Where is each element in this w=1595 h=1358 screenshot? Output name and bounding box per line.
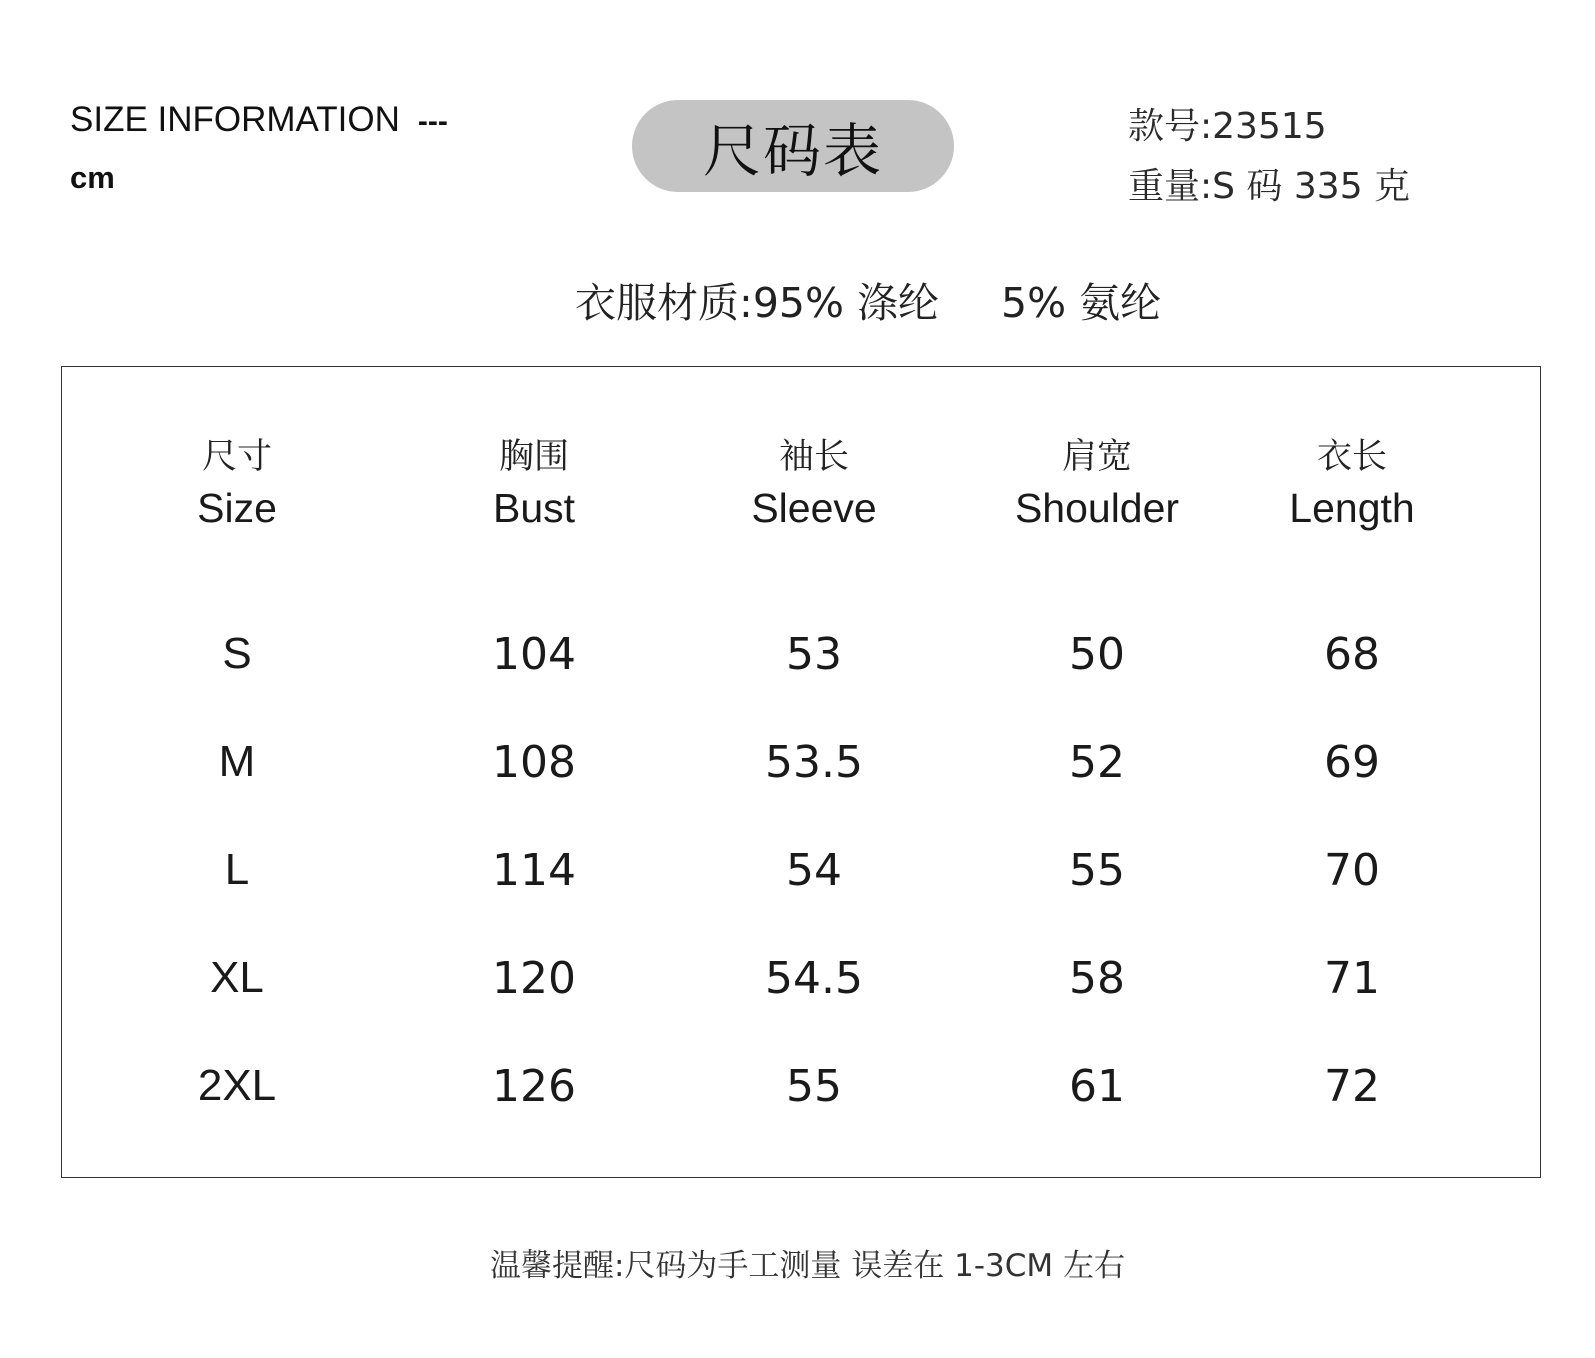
- column-header-cn-size: 尺寸: [201, 437, 273, 477]
- table-cell-size: M: [218, 737, 256, 786]
- table-cell-size: 2XL: [197, 1061, 277, 1110]
- column-header-en-bust: Bust: [492, 485, 576, 531]
- table-cell-bust: 104: [492, 629, 576, 680]
- size-table: [61, 366, 1541, 1178]
- table-cell-shoulder: 58: [1069, 953, 1125, 1004]
- table-cell-shoulder: 52: [1069, 737, 1125, 788]
- table-cell-sleeve: 55: [786, 1061, 842, 1112]
- model-number: [1128, 98, 1327, 149]
- table-cell-sleeve: 53: [786, 629, 842, 680]
- column-header-en-shoulder: Shoulder: [1014, 485, 1180, 531]
- size-information-label: SIZE INFORMATION: [70, 100, 400, 139]
- size-information-heading: [70, 100, 448, 140]
- column-header-en-size: Size: [197, 485, 277, 531]
- table-cell-length: 72: [1324, 1061, 1380, 1112]
- table-cell-size: S: [222, 629, 252, 678]
- column-header-cn-length: 衣长: [1316, 437, 1388, 477]
- table-cell-shoulder: 61: [1069, 1061, 1125, 1112]
- column-header-cn-bust: 胸围: [498, 437, 570, 477]
- material-label: 衣服材质:: [575, 279, 753, 327]
- table-cell-bust: 108: [492, 737, 576, 788]
- table-cell-shoulder: 55: [1069, 845, 1125, 896]
- table-cell-bust: 114: [492, 845, 576, 896]
- measurement-note: 温馨提醒:尺码为手工测量 误差在 1-3CM 左右: [489, 1248, 1126, 1284]
- table-cell-bust: 120: [492, 953, 576, 1004]
- material-part-2: 5% 氨纶: [1001, 279, 1162, 327]
- material-line: [575, 270, 1161, 329]
- table-cell-sleeve: 54: [786, 845, 842, 896]
- table-cell-length: 69: [1324, 737, 1380, 788]
- column-header-en-sleeve: Sleeve: [751, 485, 877, 531]
- table-cell-size: L: [224, 845, 250, 894]
- weight-value: S 码 335 克: [1212, 166, 1411, 207]
- unit-label: cm: [70, 160, 115, 195]
- table-cell-size: XL: [210, 953, 264, 1002]
- column-header-en-length: Length: [1289, 485, 1415, 531]
- size-information-dash: ---: [417, 105, 448, 138]
- table-cell-shoulder: 50: [1069, 629, 1125, 680]
- table-cell-length: 68: [1324, 629, 1380, 680]
- table-cell-sleeve: 54.5: [765, 953, 863, 1004]
- title-badge: [632, 100, 954, 192]
- material-part-1: 95% 涤纶: [752, 279, 939, 327]
- table-cell-sleeve: 53.5: [765, 737, 863, 788]
- weight-label: 重量:: [1128, 166, 1213, 207]
- page-title: 尺码表: [702, 117, 883, 185]
- table-cell-length: 70: [1324, 845, 1380, 896]
- weight-info: [1128, 158, 1410, 209]
- model-value: 23515: [1212, 106, 1327, 147]
- table-cell-bust: 126: [492, 1061, 576, 1112]
- column-header-cn-sleeve: 袖长: [778, 437, 850, 477]
- table-cell-length: 71: [1324, 953, 1380, 1004]
- column-header-cn-shoulder: 肩宽: [1061, 437, 1133, 477]
- model-label: 款号:: [1128, 106, 1213, 147]
